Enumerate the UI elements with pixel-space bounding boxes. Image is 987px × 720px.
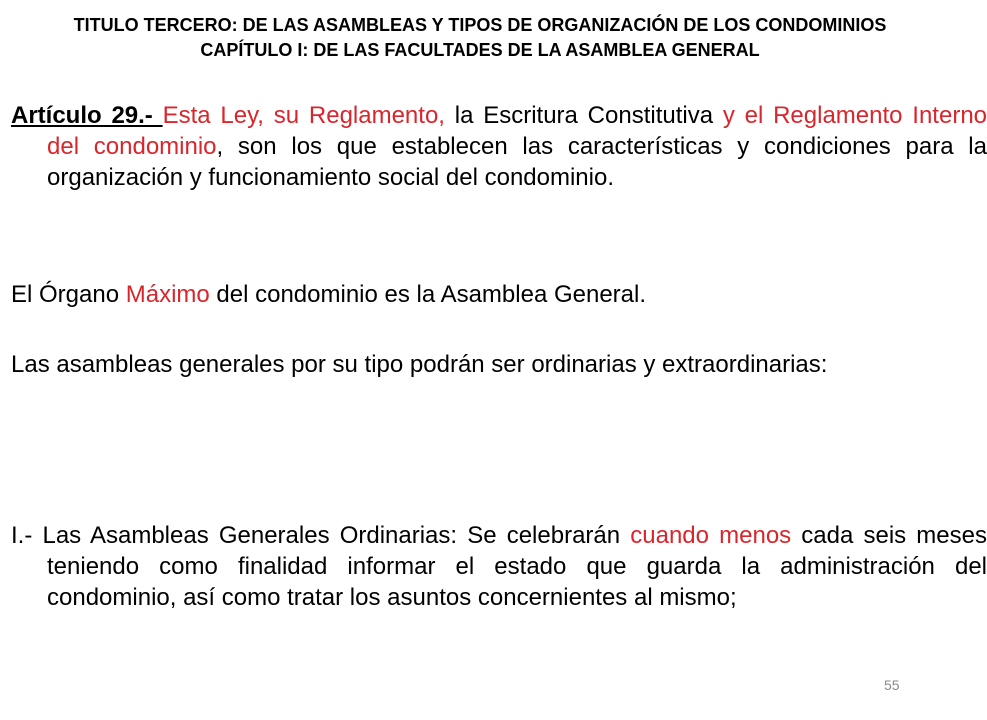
- article-29-paragraph: [11, 100, 987, 193]
- document-header: [0, 13, 960, 63]
- article-highlight-reglamento: y el Reglamento Interno del condominio: [47, 102, 987, 160]
- title-line: TITULO TERCERO: DE LAS ASAMBLEAS Y TIPOS DE ORGANIZACIÓN DE LOS CONDOMINIOS: [73, 15, 887, 35]
- organo-paragraph: [11, 279, 951, 310]
- article-text-escritura: la Escritura Constitutiva: [444, 102, 723, 129]
- item-1-paragraph: [11, 520, 987, 613]
- item-1-text-after: cada seis meses teniendo como finalidad informar el estado que guarda la administración del condominio, así como tratar los asuntos concernientes al mismo;: [47, 522, 987, 611]
- tipos-paragraph: Las asambleas generales por su tipo podrán ser ordinarias y extraordinarias:: [11, 351, 828, 378]
- organo-text-after: del condominio es la Asamblea General.: [209, 281, 647, 308]
- article-text-rest: , son los que establecen las características y condiciones para la organización y funcionamiento social del condominio.: [47, 133, 987, 191]
- article-label: Artículo 29.-: [11, 102, 163, 129]
- item-1-highlight: cuando menos: [630, 522, 792, 549]
- item-1-label: I.-: [11, 522, 33, 549]
- page-number: 55: [884, 677, 900, 693]
- chapter-line: CAPÍTULO I: DE LAS FACULTADES DE LA ASAMBLEA GENERAL: [200, 40, 760, 60]
- organo-highlight: Máximo: [125, 281, 210, 308]
- item-1-text-before: Las Asambleas Generales Ordinarias: Se celebrarán: [32, 522, 631, 549]
- article-highlight-law: Esta Ley, su Reglamento,: [162, 102, 445, 129]
- organo-text-before: El Órgano: [11, 281, 126, 308]
